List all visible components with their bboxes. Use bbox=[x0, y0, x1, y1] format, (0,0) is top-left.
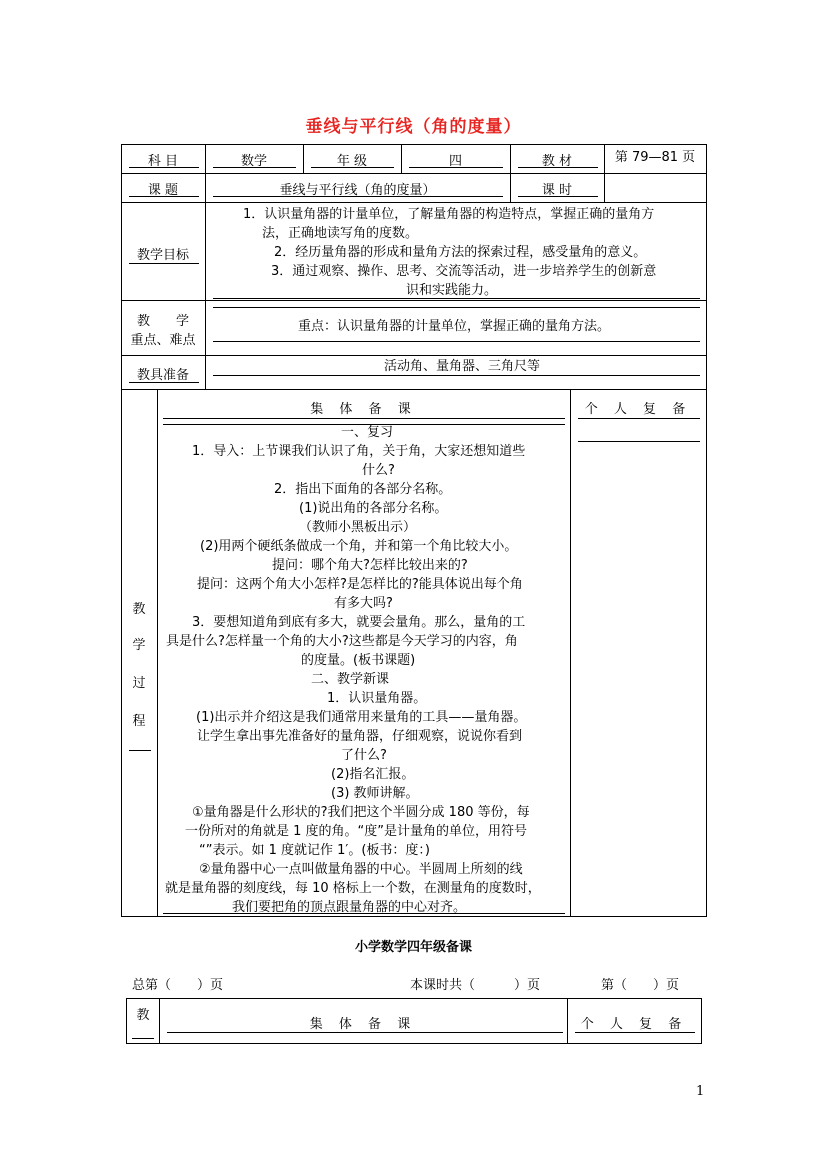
keypoints-label-line2: 重点、难点 bbox=[130, 333, 196, 348]
grade-label: 年 级 bbox=[336, 154, 368, 169]
table-right-border bbox=[706, 144, 707, 917]
process-label-char: 教 bbox=[132, 602, 146, 617]
process-line: 1．导入：上节课我们认识了角，关于角，大家还想知道些 bbox=[192, 444, 526, 459]
subject-value: 数学 bbox=[240, 154, 267, 169]
subject-label: 科 目 bbox=[147, 154, 179, 169]
footer-personal-header: 个 人 复 备 bbox=[580, 1017, 688, 1032]
textbook-value: 第 79—81 页 bbox=[614, 150, 696, 165]
process-line: 一、复习 bbox=[341, 425, 394, 440]
process-line: 二、教学新课 bbox=[311, 672, 390, 687]
hours-label: 课 时 bbox=[541, 183, 573, 198]
cell-underline bbox=[167, 1032, 563, 1033]
topic-label: 课 题 bbox=[147, 183, 179, 198]
process-line: 的度量。(板书课题) bbox=[301, 653, 416, 668]
table-left-border bbox=[126, 998, 127, 1044]
goal-line: 2．经历量角器的形成和量角方法的探索过程，感受量角的意义。 bbox=[274, 245, 647, 260]
process-line: 有多大吗? bbox=[334, 596, 393, 611]
col-divider bbox=[157, 389, 158, 917]
goal-line: 1．认识量角器的计量单位，了解量角器的构造特点，掌握正确的量角方 bbox=[243, 207, 655, 222]
goal-line: 识和实践能力。 bbox=[406, 283, 498, 298]
process-line: 具是什么?怎样量一个角的大小?这些都是今天学习的内容，角 bbox=[166, 634, 518, 649]
table-right-border bbox=[701, 998, 702, 1044]
process-line: 提问：哪个角大?怎样比较出来的? bbox=[272, 558, 468, 573]
col-divider bbox=[604, 173, 605, 203]
process-label-char: 过 bbox=[132, 676, 146, 691]
process-line: 什么? bbox=[362, 463, 395, 478]
table-top-border bbox=[126, 998, 702, 999]
cell-underline bbox=[578, 418, 700, 419]
footer-teach-char: 教 bbox=[136, 1008, 150, 1023]
row-divider bbox=[121, 202, 707, 203]
process-line: 了什么? bbox=[341, 748, 387, 763]
page-title: 垂线与平行线（角的度量） bbox=[305, 117, 522, 137]
process-line: (1)说出角的各部分名称。 bbox=[299, 501, 448, 516]
col-divider bbox=[205, 202, 206, 390]
process-label-char: 学 bbox=[132, 638, 146, 653]
process-line: (1)出示并介绍这是我们通常用来量角的工具——量角器。 bbox=[196, 710, 527, 725]
footer-group-header: 集 体 备 课 bbox=[309, 1017, 417, 1032]
page-number: 1 bbox=[696, 1084, 705, 1099]
process-line: 1．认识量角器。 bbox=[327, 691, 427, 706]
total-pages: 总第（ ）页 bbox=[132, 978, 224, 993]
process-line: (2)指名汇报。 bbox=[331, 767, 415, 782]
tools-label: 教具准备 bbox=[136, 368, 189, 383]
row-divider bbox=[121, 173, 707, 174]
process-label-char: 程 bbox=[132, 714, 146, 729]
process-line: ②量角器中心一点叫做量角器的中心。半圆周上所刻的线 bbox=[199, 862, 523, 877]
page-no: 第（ ）页 bbox=[601, 978, 680, 993]
table-bottom-border bbox=[121, 916, 707, 917]
cell-underline bbox=[213, 341, 700, 342]
process-line: 我们要把角的顶点跟量角器的中心对齐。 bbox=[232, 900, 467, 915]
cell-underline bbox=[129, 263, 199, 264]
cell-underline bbox=[578, 441, 700, 442]
footer-title: 小学数学四年级备课 bbox=[354, 940, 472, 955]
process-line: 2．指出下面角的各部分名称。 bbox=[274, 482, 452, 497]
goals-label: 教学目标 bbox=[136, 248, 189, 263]
group-prep-header: 集 体 备 课 bbox=[310, 402, 417, 417]
tools-text: 活动角、量角器、三角尺等 bbox=[384, 359, 541, 374]
textbook-label: 教 材 bbox=[541, 154, 573, 169]
process-line: 就是量角器的刻度线，每 10 格标上一个数，在测量角的度数时， bbox=[165, 881, 541, 896]
process-line: （教师小黑板出示） bbox=[299, 520, 417, 535]
grade-value: 四 bbox=[448, 154, 462, 169]
cell-underline bbox=[129, 750, 151, 751]
goal-line: 3．通过观察、操作、思考、交流等活动，进一步培养学生的创新意 bbox=[271, 264, 657, 279]
keypoints-text: 重点：认识量角器的计量单位，掌握正确的量角方法。 bbox=[298, 319, 611, 334]
process-line: 提问：这两个角大小怎样?是怎样比的?能具体说出每个角 bbox=[197, 577, 523, 592]
goal-line: 法，正确地读写角的度数。 bbox=[262, 226, 419, 241]
lesson-pages: 本课时共（ ）页 bbox=[410, 978, 541, 993]
process-line: (2)用两个硬纸条做成一个角，并和第一个角比较大小。 bbox=[200, 539, 518, 554]
process-line: 一份所对的角就是 1 度的角。“度”是计量角的单位，用符号 bbox=[185, 824, 528, 839]
keypoints-label-line1: 教 学 bbox=[136, 314, 189, 329]
topic-value: 垂线与平行线（角的度量） bbox=[279, 183, 436, 198]
cell-underline bbox=[213, 375, 700, 376]
process-line: “”表示。如 1 度就记作 1′。(板书：度：) bbox=[199, 843, 431, 858]
table-top-border bbox=[121, 144, 707, 145]
cell-underline bbox=[163, 418, 565, 419]
row-divider bbox=[121, 300, 707, 301]
row-divider bbox=[121, 389, 707, 390]
cell-underline bbox=[132, 1038, 154, 1039]
table-bottom-border bbox=[126, 1043, 702, 1044]
process-line: ①量角器是什么形状的?我们把这个半圆分成 180 等份，每 bbox=[192, 805, 530, 820]
row-divider bbox=[121, 355, 707, 356]
process-line: 3．要想知道角到底有多大，就要会量角。那么，量角的工 bbox=[192, 615, 526, 630]
process-line: 让学生拿出事先准备好的量角器，仔细观察，说说你看到 bbox=[197, 729, 523, 744]
cell-underline bbox=[575, 1032, 695, 1033]
cell-underline bbox=[213, 307, 700, 308]
process-line: (3) 教师讲解。 bbox=[331, 786, 419, 801]
personal-prep-header: 个 人 复 备 bbox=[584, 402, 692, 417]
col-divider bbox=[570, 389, 571, 917]
